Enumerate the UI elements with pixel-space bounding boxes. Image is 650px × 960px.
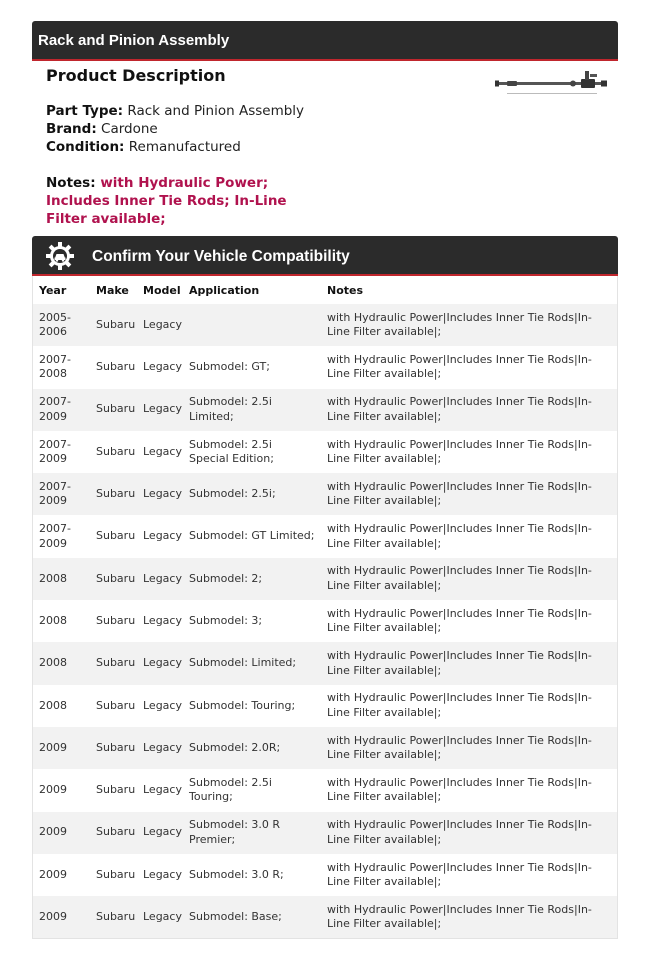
- year-cell: 2007-2009: [33, 515, 90, 557]
- table-row: [33, 389, 617, 431]
- model-cell: Legacy: [137, 642, 183, 684]
- table-row: [33, 727, 617, 769]
- brand-value: Cardone: [101, 121, 158, 137]
- model-cell: Legacy: [137, 389, 183, 431]
- application-cell: Submodel: Touring;: [183, 685, 321, 727]
- notes-cell: with Hydraulic Power|Includes Inner Tie Rods|In-Line Filter available|;: [321, 515, 617, 557]
- condition-label: Condition:: [46, 139, 125, 155]
- brand-label: Brand:: [46, 121, 97, 137]
- column-header-year: Year: [39, 283, 67, 297]
- notes-cell: with Hydraulic Power|Includes Inner Tie Rods|In-Line Filter available|;: [321, 346, 617, 388]
- column-header-notes: Notes: [327, 283, 364, 297]
- model-cell: Legacy: [137, 854, 183, 896]
- table-row: [33, 896, 617, 938]
- model-cell: Legacy: [137, 304, 183, 346]
- page-title: Rack and Pinion Assembly: [38, 32, 230, 49]
- model-cell: Legacy: [137, 896, 183, 938]
- year-cell: 2005-2006: [33, 304, 90, 346]
- make-cell: Subaru: [90, 304, 137, 346]
- application-cell: Submodel: Base;: [183, 896, 321, 938]
- model-cell: Legacy: [137, 812, 183, 854]
- compatibility-header: [32, 236, 618, 276]
- column-header-application: Application: [189, 283, 260, 297]
- application-cell: Submodel: GT;: [183, 346, 321, 388]
- make-cell: Subaru: [90, 346, 137, 388]
- year-cell: 2008: [33, 642, 90, 684]
- make-cell: Subaru: [90, 896, 137, 938]
- year-cell: 2008: [33, 558, 90, 600]
- table-row: [33, 515, 617, 557]
- compatibility-table-container: [32, 276, 618, 939]
- condition-value: Remanufactured: [128, 139, 241, 155]
- notes-cell: with Hydraulic Power|Includes Inner Tie Rods|In-Line Filter available|;: [321, 558, 617, 600]
- model-cell: Legacy: [137, 769, 183, 811]
- make-cell: Subaru: [90, 642, 137, 684]
- table-row: [33, 558, 617, 600]
- application-cell: [183, 304, 321, 346]
- application-cell: Submodel: 2.0R;: [183, 727, 321, 769]
- notes-cell: with Hydraulic Power|Includes Inner Tie Rods|In-Line Filter available|;: [321, 812, 617, 854]
- table-row: [33, 346, 617, 388]
- model-cell: Legacy: [137, 600, 183, 642]
- model-cell: Legacy: [137, 431, 183, 473]
- gear-car-icon: [45, 241, 75, 271]
- application-cell: Submodel: 2.5i Touring;: [183, 769, 321, 811]
- year-cell: 2007-2009: [33, 389, 90, 431]
- model-cell: Legacy: [137, 727, 183, 769]
- brand-row: [46, 120, 446, 138]
- application-cell: Submodel: 2;: [183, 558, 321, 600]
- application-cell: Submodel: 2.5i Special Edition;: [183, 431, 321, 473]
- make-cell: Subaru: [90, 558, 137, 600]
- application-cell: Submodel: 3;: [183, 600, 321, 642]
- table-row: [33, 812, 617, 854]
- notes-cell: with Hydraulic Power|Includes Inner Tie Rods|In-Line Filter available|;: [321, 473, 617, 515]
- notes-row: [46, 174, 306, 228]
- year-cell: 2009: [33, 896, 90, 938]
- notes-cell: with Hydraulic Power|Includes Inner Tie Rods|In-Line Filter available|;: [321, 769, 617, 811]
- table-row: [33, 473, 617, 515]
- table-header-row: [33, 276, 617, 304]
- notes-cell: with Hydraulic Power|Includes Inner Tie Rods|In-Line Filter available|;: [321, 642, 617, 684]
- year-cell: 2007-2009: [33, 431, 90, 473]
- year-cell: 2009: [33, 812, 90, 854]
- compatibility-table: [33, 276, 617, 938]
- make-cell: Subaru: [90, 515, 137, 557]
- notes-cell: with Hydraulic Power|Includes Inner Tie Rods|In-Line Filter available|;: [321, 896, 617, 938]
- make-cell: Subaru: [90, 727, 137, 769]
- application-cell: Submodel: 2.5i Limited;: [183, 389, 321, 431]
- model-cell: Legacy: [137, 685, 183, 727]
- make-cell: Subaru: [90, 685, 137, 727]
- notes-cell: with Hydraulic Power|Includes Inner Tie Rods|In-Line Filter available|;: [321, 600, 617, 642]
- application-cell: Submodel: Limited;: [183, 642, 321, 684]
- model-cell: Legacy: [137, 515, 183, 557]
- make-cell: Subaru: [90, 600, 137, 642]
- notes-label: Notes:: [46, 175, 96, 191]
- table-row: [33, 600, 617, 642]
- make-cell: Subaru: [90, 431, 137, 473]
- application-cell: Submodel: GT Limited;: [183, 515, 321, 557]
- year-cell: 2009: [33, 727, 90, 769]
- table-row: [33, 304, 617, 346]
- notes-cell: with Hydraulic Power|Includes Inner Tie Rods|In-Line Filter available|;: [321, 854, 617, 896]
- year-cell: 2009: [33, 854, 90, 896]
- year-cell: 2008: [33, 600, 90, 642]
- model-cell: Legacy: [137, 473, 183, 515]
- application-cell: Submodel: 2.5i;: [183, 473, 321, 515]
- rack-and-pinion-image[interactable]: [493, 69, 615, 99]
- model-cell: Legacy: [137, 346, 183, 388]
- make-cell: Subaru: [90, 854, 137, 896]
- year-cell: 2008: [33, 685, 90, 727]
- year-cell: 2007-2008: [33, 346, 90, 388]
- table-row: [33, 854, 617, 896]
- part-type-row: [46, 102, 446, 120]
- notes-value: with Hydraulic Power; Includes Inner Tie Rods; In-Line Filter available;: [46, 175, 287, 227]
- table-row: [33, 685, 617, 727]
- notes-cell: with Hydraulic Power|Includes Inner Tie Rods|In-Line Filter available|;: [321, 431, 617, 473]
- column-header-model: Model: [143, 283, 181, 297]
- condition-row: [46, 138, 446, 156]
- product-description-heading: Product Description: [46, 66, 226, 85]
- notes-cell: with Hydraulic Power|Includes Inner Tie Rods|In-Line Filter available|;: [321, 727, 617, 769]
- page-header: [32, 21, 618, 61]
- make-cell: Subaru: [90, 812, 137, 854]
- compatibility-title: Confirm Your Vehicle Compatibility: [92, 248, 350, 265]
- make-cell: Subaru: [90, 389, 137, 431]
- table-row: [33, 769, 617, 811]
- notes-cell: with Hydraulic Power|Includes Inner Tie Rods|In-Line Filter available|;: [321, 304, 617, 346]
- application-cell: Submodel: 3.0 R Premier;: [183, 812, 321, 854]
- make-cell: Subaru: [90, 473, 137, 515]
- application-cell: Submodel: 3.0 R;: [183, 854, 321, 896]
- model-cell: Legacy: [137, 558, 183, 600]
- table-row: [33, 431, 617, 473]
- make-cell: Subaru: [90, 769, 137, 811]
- product-description: [46, 66, 446, 228]
- notes-cell: with Hydraulic Power|Includes Inner Tie Rods|In-Line Filter available|;: [321, 389, 617, 431]
- column-header-make: Make: [96, 283, 129, 297]
- part-type-label: Part Type:: [46, 103, 124, 119]
- year-cell: 2009: [33, 769, 90, 811]
- notes-cell: with Hydraulic Power|Includes Inner Tie Rods|In-Line Filter available|;: [321, 685, 617, 727]
- table-row: [33, 642, 617, 684]
- year-cell: 2007-2009: [33, 473, 90, 515]
- part-type-value: Rack and Pinion Assembly: [127, 103, 305, 119]
